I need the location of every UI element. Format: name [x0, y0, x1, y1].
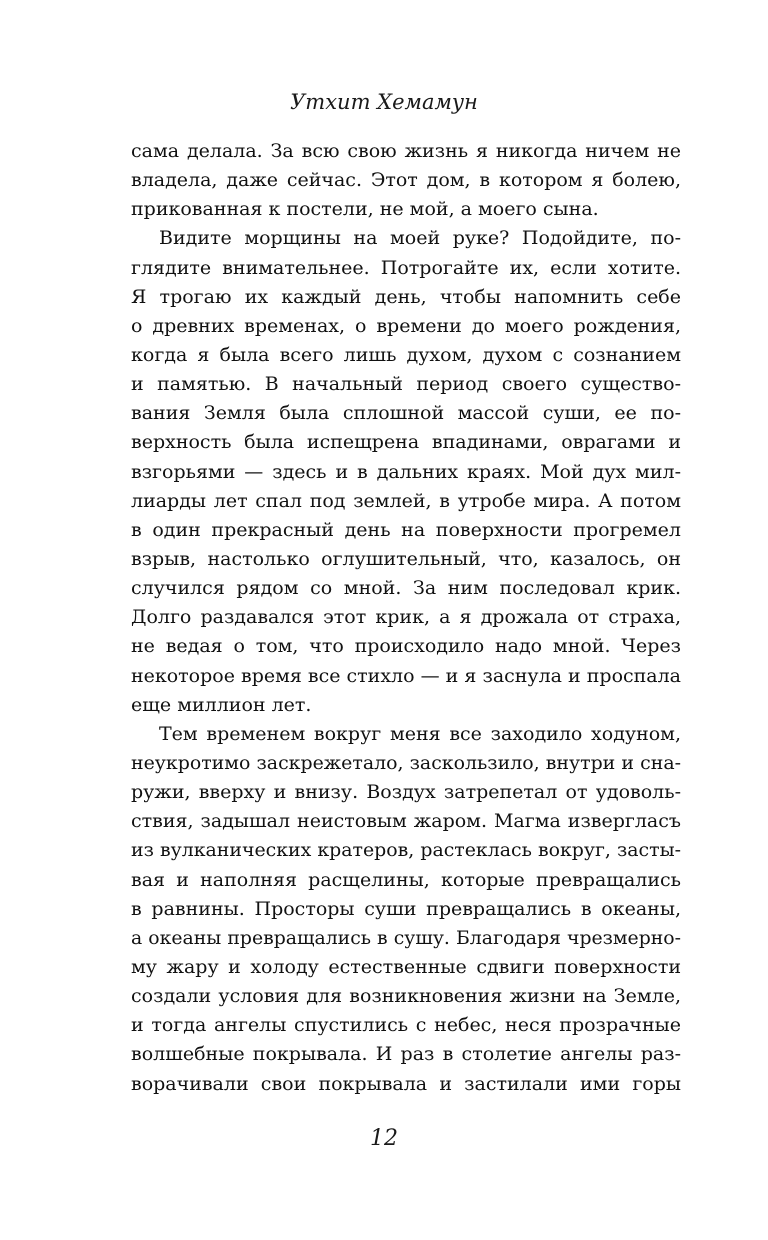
text-line: о древних временах, о времени до моего рождения, — [131, 314, 681, 337]
text-line: некоторое время все стихло — и я заснула и проспала — [131, 664, 681, 687]
text-line: сама делала. За всю свою жизнь я никогда ничем не — [131, 140, 681, 162]
text-line: в равнины. Просторы суши превращались в океаны, — [131, 897, 681, 920]
page-number: 12 — [370, 1126, 398, 1151]
text-line: взрыв, настолько оглушительный, что, казалось, он — [131, 547, 681, 570]
text-line: взгорьями — здесь и в дальних краях. Мой дух мил- — [131, 460, 681, 483]
text-line: верхность была испещрена впадинами, оврагами и — [131, 431, 681, 454]
text-line: волшебные покрывала. И раз в столетие ангелы раз- — [131, 1043, 681, 1066]
text-line: му жару и холоду естественные сдвиги поверхности — [131, 955, 681, 978]
text-line: в один прекрасный день на поверхности прогремел — [131, 518, 681, 541]
text-line: случился рядом со мной. За ним последовал крик. — [131, 577, 681, 600]
running-head-author: Утхит Хемамун — [290, 90, 478, 114]
text-line: Долго раздавался этот крик, а я дрожала от страха, — [131, 606, 681, 629]
paragraph-first-line: Тем временем вокруг меня все заходило ходуном, — [159, 722, 681, 745]
text-line: неукротимо заскрежетало, заскользило, внутри и сна- — [131, 751, 681, 774]
text-line: ствия, задышал неистовым жаром. Магма извергласъ — [131, 810, 681, 833]
text-line: владела, даже сейчас. Этот дом, в котором я болею, — [131, 169, 681, 192]
text-line: когда я была всего лишь духом, духом с сознанием — [131, 343, 681, 366]
text-line: а океаны превращались в сушу. Благодаря чрезмерно- — [131, 927, 681, 949]
text-line: вания Земля была сплошной массой суши, ее по- — [131, 402, 681, 425]
body-text — [131, 137, 681, 1099]
text-line: не ведая о том, что происходило надо мной. Через — [131, 635, 681, 658]
text-line: еще миллион лет. — [131, 693, 312, 716]
text-line: создали условия для возникновения жизни на Земле, — [131, 985, 681, 1008]
text-line: из вулканических кратеров, растеклась вокруг, засты- — [131, 839, 681, 862]
text-line: прикованная к постели, не мой, а моего сына. — [131, 198, 599, 221]
text-line: Я трогаю их каждый день, чтобы напомнить себе — [131, 285, 681, 308]
text-line: и тогда ангелы спустились с небес, неся прозрачные — [131, 1014, 681, 1037]
text-line: вая и наполняя расщелины, которые превращались — [131, 868, 681, 891]
text-line: ворачивали свои покрывала и застилали ими горы — [131, 1072, 681, 1095]
text-line: глядите внимательнее. Потрогайте их, если хотите. — [131, 256, 681, 279]
paragraph-first-line: Видите морщины на моей руке? Подойдите, по- — [159, 227, 681, 250]
text-line: ружи, вверху и внизу. Воздух затрепетал от удоволь- — [131, 781, 681, 804]
text-line: и памятью. В начальный период своего существо- — [131, 373, 681, 396]
text-line: лиарды лет спал под землей, в утробе мира. А потом — [131, 489, 681, 512]
